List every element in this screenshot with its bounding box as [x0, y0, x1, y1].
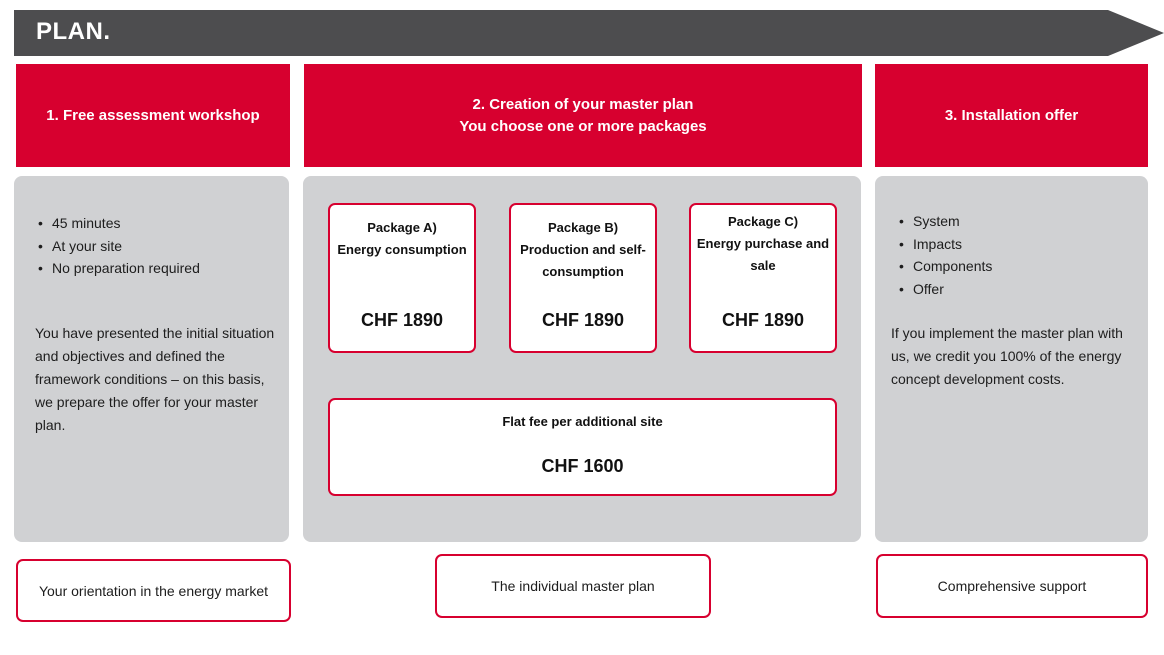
- step3-panel: [875, 176, 1148, 542]
- step1-header: [16, 64, 290, 167]
- step2-panel: [303, 176, 861, 542]
- step2-header-line2: You choose one or more packages: [459, 117, 707, 135]
- step1-bullet: • 45 minutes: [52, 212, 200, 235]
- step1-description: You have presented the initial situation and objectives and defined the framework conditions – on this basis, we prepare the offer for your master plan.: [35, 325, 275, 433]
- banner-title: PLAN.: [36, 18, 111, 45]
- flat-fee-card: [328, 398, 837, 496]
- step1-bullet-list: [34, 212, 200, 280]
- package-c-price: CHF 1890: [721, 310, 805, 330]
- banner-arrow-shape: [14, 10, 1164, 56]
- step1-bullet: • No preparation required: [52, 257, 200, 280]
- plan-banner: [14, 10, 1164, 56]
- step3-outcome: Comprehensive support: [876, 554, 1148, 618]
- package-b-label: Package B): [547, 220, 619, 235]
- step1-bullet: • At your site: [52, 235, 200, 258]
- step3-bullet: • Components: [913, 255, 992, 278]
- package-c-card: [689, 203, 837, 353]
- step2-header: [304, 64, 862, 167]
- flat-fee-price: CHF 1600: [541, 456, 624, 476]
- step2-header-line1: 2. Creation of your master plan: [472, 95, 694, 113]
- package-a-price: CHF 1890: [360, 310, 444, 330]
- step3-bullet: • Impacts: [913, 233, 992, 256]
- package-b-title: [511, 217, 655, 283]
- package-a-card: [328, 203, 476, 353]
- package-b-name: Production and self-consumption: [520, 242, 646, 279]
- package-c-title: [691, 211, 835, 277]
- step3-bullet: • Offer: [913, 278, 992, 301]
- step3-header-text: 3. Installation offer: [944, 106, 1079, 124]
- step3-bullet-list: [895, 210, 992, 300]
- step3-bullet: • System: [913, 210, 992, 233]
- flat-fee-label: Flat fee per additional site: [502, 414, 663, 429]
- step3-description: If you implement the master plan with us, we credit you 100% of the energy concept development costs.: [891, 325, 1123, 387]
- step1-outcome: Your orientation in the energy market: [16, 559, 291, 622]
- step1-header-text: 1. Free assessment workshop: [46, 106, 260, 124]
- package-b-price: CHF 1890: [541, 310, 625, 330]
- step3-header: [875, 64, 1148, 167]
- package-c-label: Package C): [727, 214, 799, 229]
- package-b-card: [509, 203, 657, 353]
- package-a-label: Package A): [367, 220, 437, 235]
- package-c-name: Energy purchase and sale: [696, 236, 830, 273]
- step1-panel: [14, 176, 289, 542]
- step2-outcome: The individual master plan: [435, 554, 711, 618]
- package-a-title: [330, 217, 474, 261]
- package-a-name: Energy consumption: [337, 242, 467, 257]
